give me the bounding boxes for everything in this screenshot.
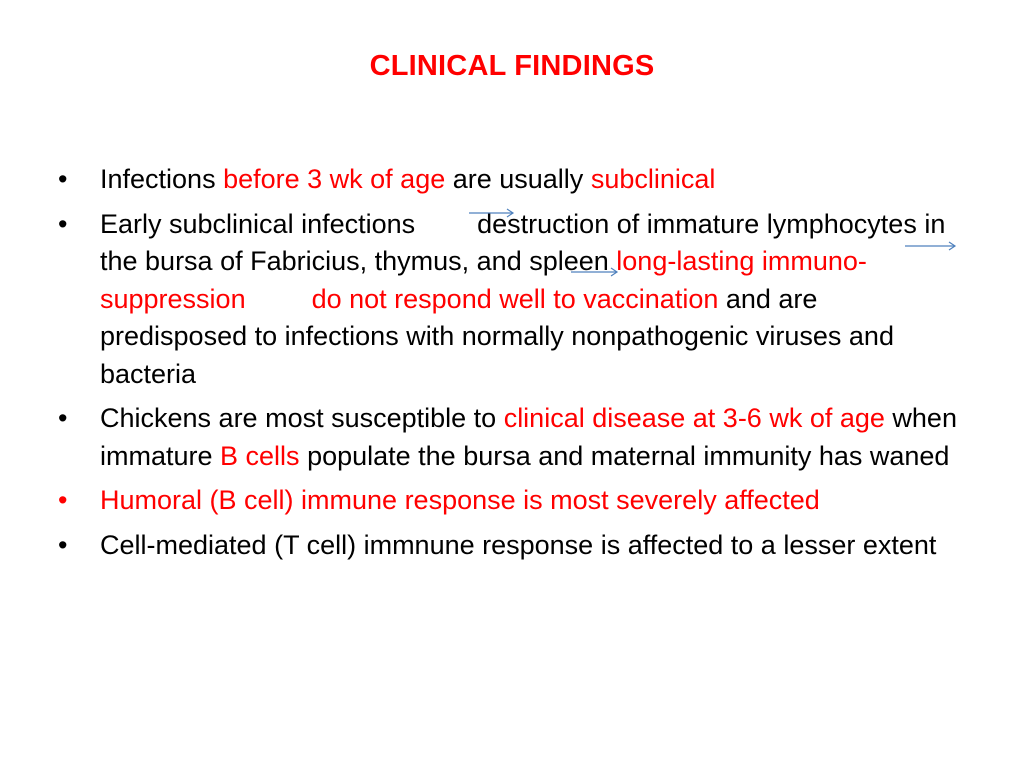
bullet-dot: • <box>58 208 68 239</box>
arrow-icon <box>468 206 516 220</box>
highlight-text: do not respond well to vaccination <box>311 283 719 314</box>
bullet-item-1 <box>58 161 963 199</box>
text: and are predisposed to infections with normally nonpathogenic viruses and bacteria <box>100 283 894 389</box>
bullet-item-5 <box>58 527 963 565</box>
bullet-item-2 <box>58 206 963 394</box>
bullet-list <box>58 161 963 571</box>
bullet-dot: • <box>58 164 68 194</box>
text: destruction of immature lymphocytes in the bursa of Fabricius, thymus, and spleen <box>100 208 946 276</box>
text: Infections <box>100 164 224 194</box>
highlight-text: clinical disease at 3-6 wk of age <box>503 403 885 433</box>
bullet-item-3 <box>58 400 963 475</box>
highlight-text: long-lasting immuno-suppression <box>100 246 867 314</box>
bullet-dot: • <box>58 403 68 433</box>
text: when immature <box>100 403 957 471</box>
highlight-text: Humoral (B cell) immune response is most severely affected <box>100 485 820 515</box>
text: Early subclinical infections <box>100 208 416 239</box>
bullet-item-4 <box>58 482 963 520</box>
text: are usually <box>445 164 591 194</box>
bullet-dot: • <box>58 485 68 515</box>
highlight-text: before 3 wk of age <box>223 164 446 194</box>
text: Cell-mediated (T cell) immnune response is affected to a lesser extent <box>100 529 937 560</box>
highlight-text: subclinical <box>590 164 716 194</box>
slide-title: CLINICAL FINDINGS <box>369 50 655 82</box>
text: populate the bursa and maternal immunity has waned <box>299 440 950 471</box>
highlight-text: B cells <box>220 440 300 471</box>
bullet-dot: • <box>58 529 68 560</box>
text: Chickens are most susceptible to <box>100 403 504 433</box>
arrow-icon <box>570 265 620 279</box>
arrow-icon <box>904 239 958 253</box>
